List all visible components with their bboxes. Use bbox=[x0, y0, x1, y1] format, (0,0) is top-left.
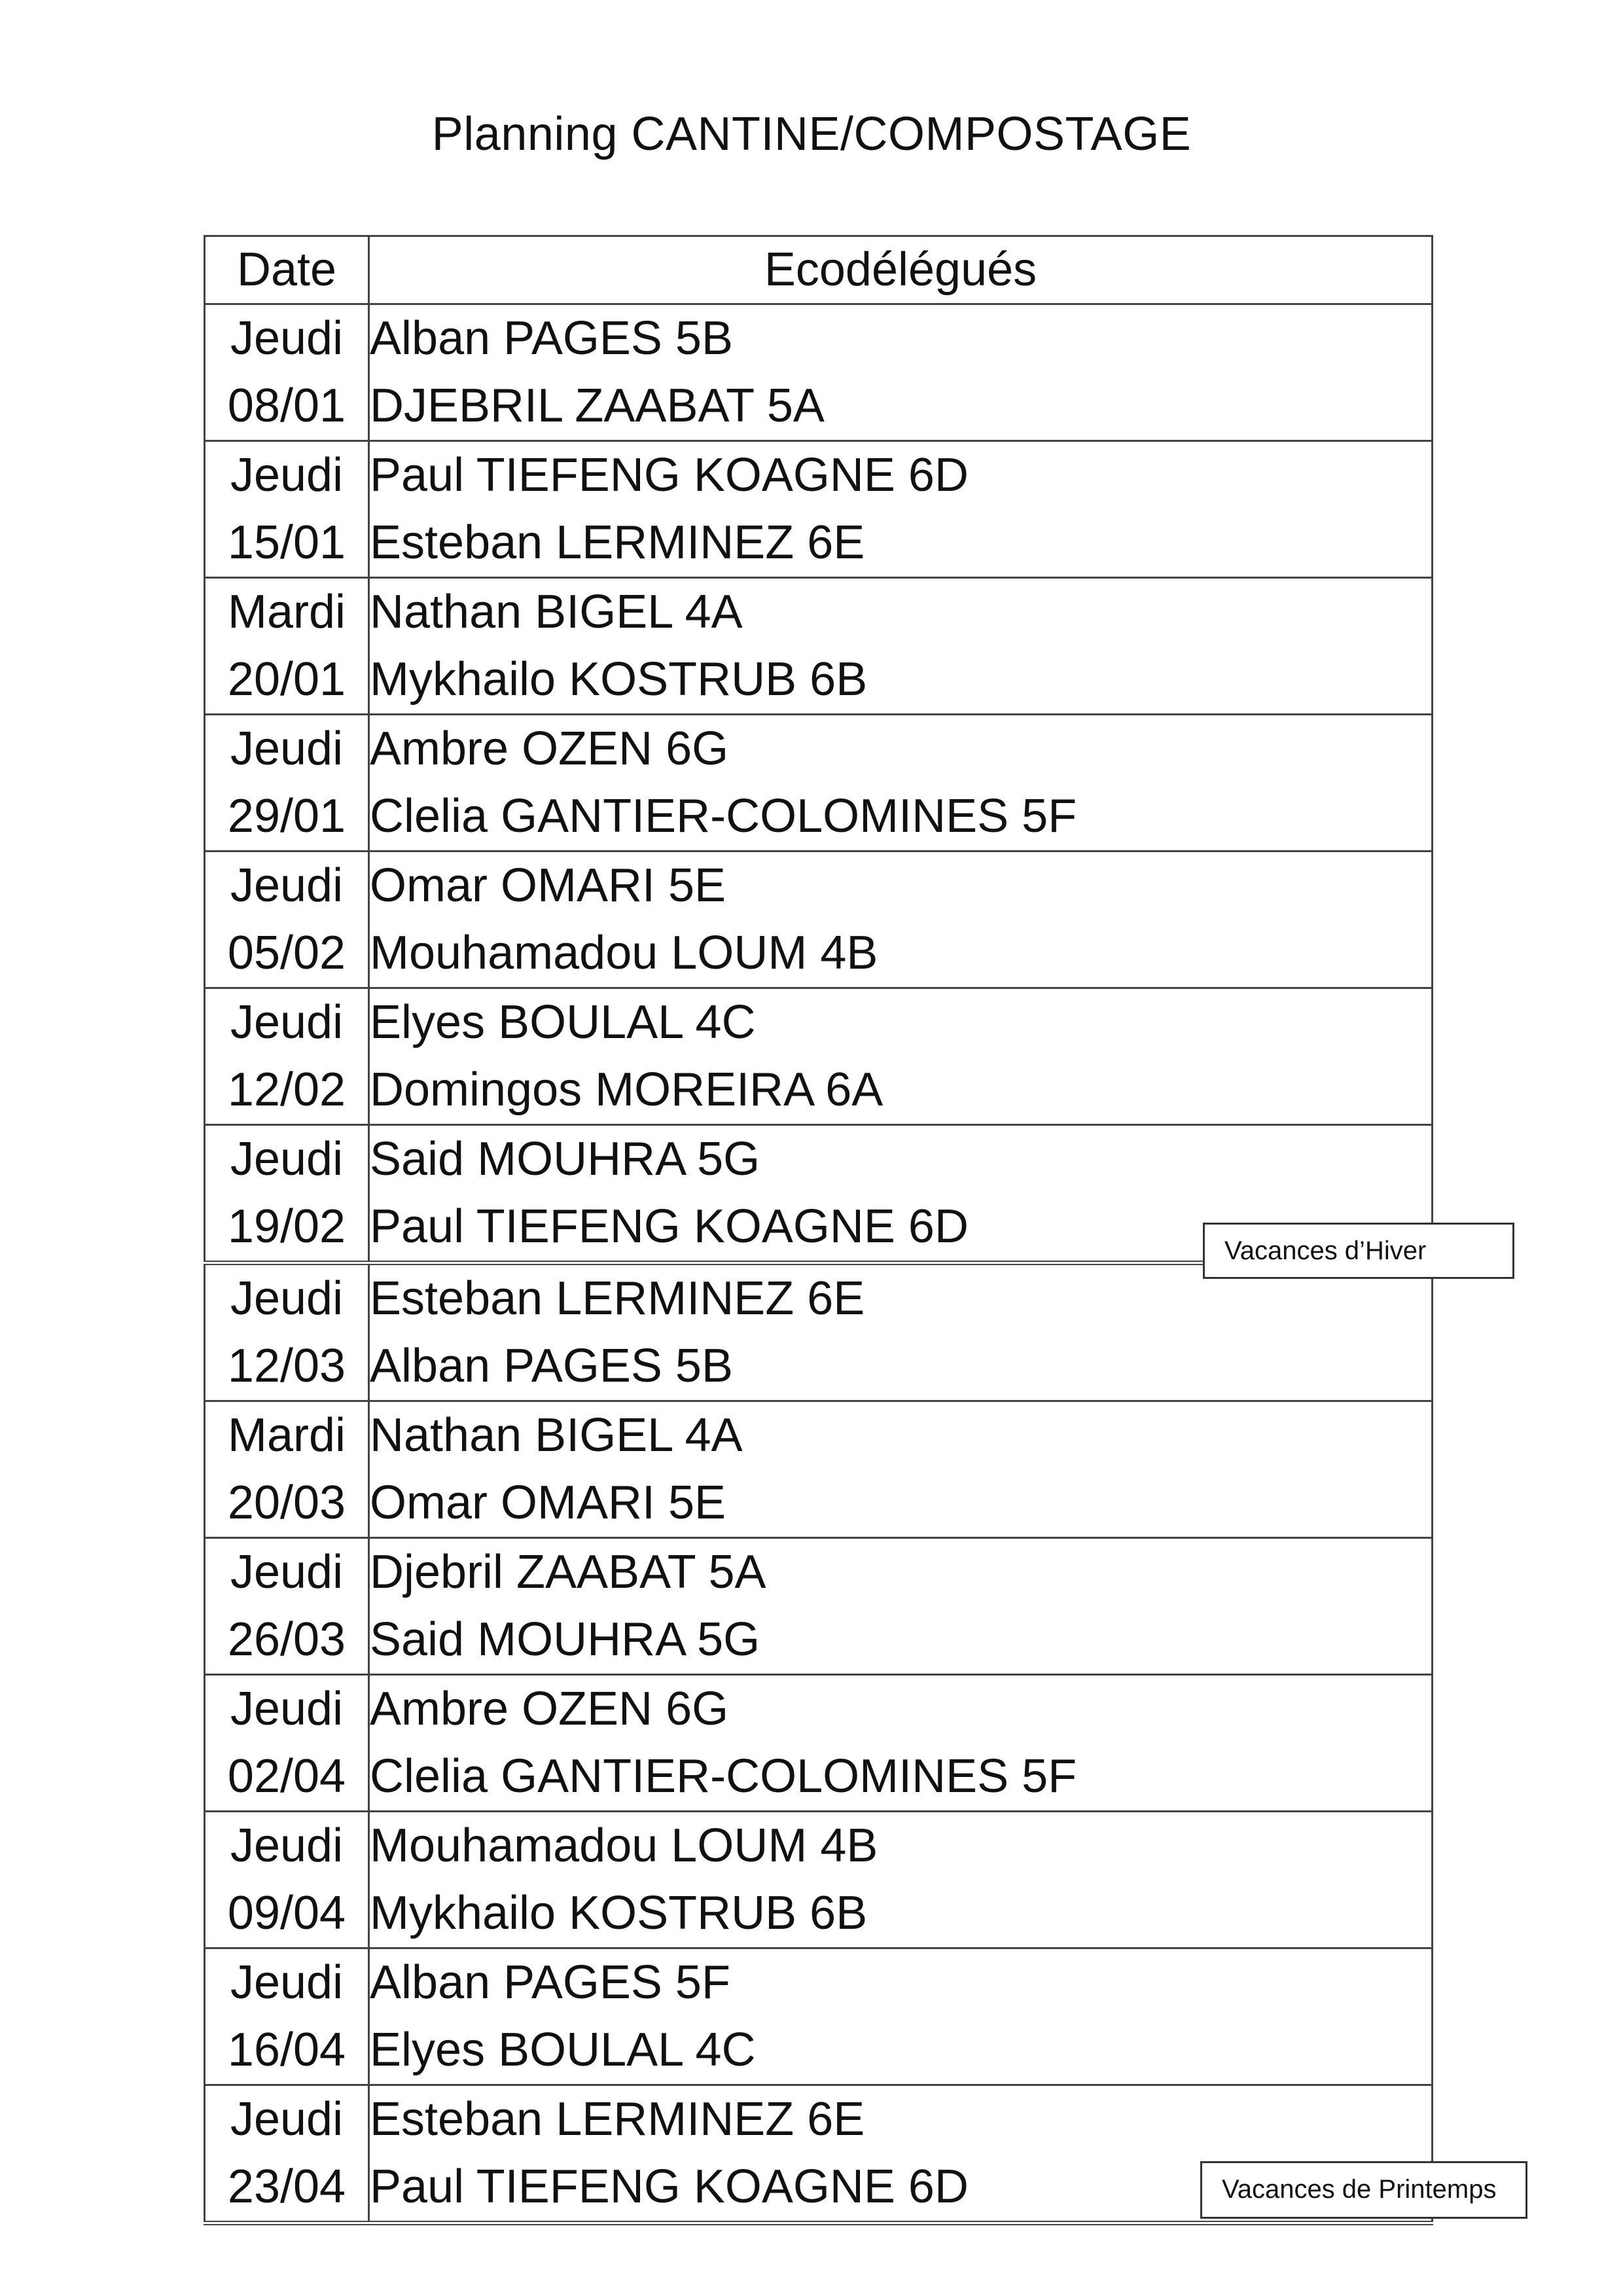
page-title: Planning CANTINE/COMPOSTAGE bbox=[431, 108, 1192, 160]
spring-holiday-note: Vacances de Printemps bbox=[1200, 2161, 1527, 2219]
date-label: 16/04 bbox=[227, 2024, 346, 2076]
date-label: 02/04 bbox=[227, 1750, 346, 1803]
date-label: 12/02 bbox=[227, 1064, 346, 1116]
student-name: Alban PAGES 5B bbox=[370, 1340, 733, 1392]
student-name: Said MOUHRA 5G bbox=[370, 1613, 760, 1666]
date-label: 05/02 bbox=[227, 927, 346, 979]
table-row bbox=[205, 1538, 1433, 1675]
table-row bbox=[205, 1401, 1433, 1538]
date-column-header: Date bbox=[205, 236, 369, 304]
date-label: 20/01 bbox=[227, 653, 346, 706]
names-cell bbox=[369, 1401, 1433, 1538]
day-label: Jeudi bbox=[230, 1133, 344, 1185]
winter-holiday-note: Vacances d’Hiver bbox=[1203, 1223, 1514, 1279]
table-row bbox=[205, 578, 1433, 715]
table-row bbox=[205, 441, 1433, 578]
date-label: 20/03 bbox=[227, 1477, 346, 1529]
student-name: Paul TIEFENG KOAGNE 6D bbox=[370, 449, 969, 501]
day-label: Jeudi bbox=[230, 449, 344, 501]
names-cell bbox=[369, 1263, 1433, 1401]
names-cell bbox=[369, 1812, 1433, 1948]
student-name: Omar OMARI 5E bbox=[370, 1477, 726, 1529]
student-name: Mouhamadou LOUM 4B bbox=[370, 1820, 878, 1872]
student-name: Nathan BIGEL 4A bbox=[370, 586, 743, 638]
names-cell bbox=[369, 1538, 1433, 1675]
day-label: Jeudi bbox=[230, 1683, 344, 1735]
date-label: 08/01 bbox=[227, 380, 346, 432]
date-cell bbox=[205, 1125, 369, 1263]
names-cell bbox=[369, 578, 1433, 715]
date-cell bbox=[205, 441, 369, 578]
student-name: Alban PAGES 5F bbox=[370, 1956, 730, 2009]
names-cell bbox=[369, 715, 1433, 852]
date-cell bbox=[205, 1812, 369, 1948]
date-label: 26/03 bbox=[227, 1613, 346, 1666]
student-name: Mykhailo KOSTRUB 6B bbox=[370, 653, 868, 706]
date-label: 29/01 bbox=[227, 790, 346, 842]
day-label: Jeudi bbox=[230, 2093, 344, 2145]
table-row bbox=[205, 715, 1433, 852]
names-cell bbox=[369, 852, 1433, 988]
table-header-row bbox=[205, 236, 1433, 304]
student-name: Djebril ZAABAT 5A bbox=[370, 1546, 766, 1598]
names-cell bbox=[369, 441, 1433, 578]
day-label: Mardi bbox=[227, 1409, 346, 1462]
table-row bbox=[205, 304, 1433, 441]
date-cell bbox=[205, 852, 369, 988]
day-label: Mardi bbox=[227, 586, 346, 638]
day-label: Jeudi bbox=[230, 1546, 344, 1598]
student-name: Esteban LERMINEZ 6E bbox=[370, 2093, 865, 2145]
day-label: Jeudi bbox=[230, 996, 344, 1049]
student-name: Esteban LERMINEZ 6E bbox=[370, 1272, 865, 1325]
student-name: Nathan BIGEL 4A bbox=[370, 1409, 743, 1462]
student-name: Ambre OZEN 6G bbox=[370, 1683, 729, 1735]
day-label: Jeudi bbox=[230, 1956, 344, 2009]
table-row bbox=[205, 1812, 1433, 1948]
table-row bbox=[205, 1263, 1433, 1401]
student-name: Paul TIEFENG KOAGNE 6D bbox=[370, 2161, 969, 2213]
date-label: 19/02 bbox=[227, 1200, 346, 1253]
student-name: Omar OMARI 5E bbox=[370, 859, 726, 912]
day-label: Jeudi bbox=[230, 1272, 344, 1325]
student-name: Alban PAGES 5B bbox=[370, 312, 733, 365]
date-label: 12/03 bbox=[227, 1340, 346, 1392]
names-cell bbox=[369, 304, 1433, 441]
table-row bbox=[205, 1675, 1433, 1812]
student-name: Esteban LERMINEZ 6E bbox=[370, 516, 865, 569]
table-row bbox=[205, 852, 1433, 988]
date-cell bbox=[205, 715, 369, 852]
date-label: 09/04 bbox=[227, 1887, 346, 1939]
student-name: Elyes BOULAL 4C bbox=[370, 2024, 756, 2076]
student-name: Said MOUHRA 5G bbox=[370, 1133, 760, 1185]
date-cell bbox=[205, 578, 369, 715]
student-name: Mouhamadou LOUM 4B bbox=[370, 927, 878, 979]
ecodelegues-column-header: Ecodélégués bbox=[369, 236, 1433, 304]
day-label: Jeudi bbox=[230, 312, 344, 365]
day-label: Jeudi bbox=[230, 859, 344, 912]
table-row bbox=[205, 1948, 1433, 2085]
student-name: Elyes BOULAL 4C bbox=[370, 996, 756, 1049]
date-label: 23/04 bbox=[227, 2161, 346, 2213]
student-name: Ambre OZEN 6G bbox=[370, 723, 729, 775]
student-name: DJEBRIL ZAABAT 5A bbox=[370, 380, 825, 432]
date-cell bbox=[205, 1263, 369, 1401]
student-name: Clelia GANTIER-COLOMINES 5F bbox=[370, 1750, 1077, 1803]
date-cell bbox=[205, 304, 369, 441]
student-name: Paul TIEFENG KOAGNE 6D bbox=[370, 1200, 969, 1253]
date-cell bbox=[205, 988, 369, 1125]
names-cell bbox=[369, 1675, 1433, 1812]
date-label: 15/01 bbox=[227, 516, 346, 569]
names-cell bbox=[369, 988, 1433, 1125]
names-cell bbox=[369, 1948, 1433, 2085]
student-name: Mykhailo KOSTRUB 6B bbox=[370, 1887, 868, 1939]
date-cell bbox=[205, 2085, 369, 2223]
table-row bbox=[205, 988, 1433, 1125]
date-cell bbox=[205, 1948, 369, 2085]
day-label: Jeudi bbox=[230, 723, 344, 775]
date-cell bbox=[205, 1401, 369, 1538]
student-name: Domingos MOREIRA 6A bbox=[370, 1064, 883, 1116]
date-cell bbox=[205, 1675, 369, 1812]
date-cell bbox=[205, 1538, 369, 1675]
day-label: Jeudi bbox=[230, 1820, 344, 1872]
student-name: Clelia GANTIER-COLOMINES 5F bbox=[370, 790, 1077, 842]
